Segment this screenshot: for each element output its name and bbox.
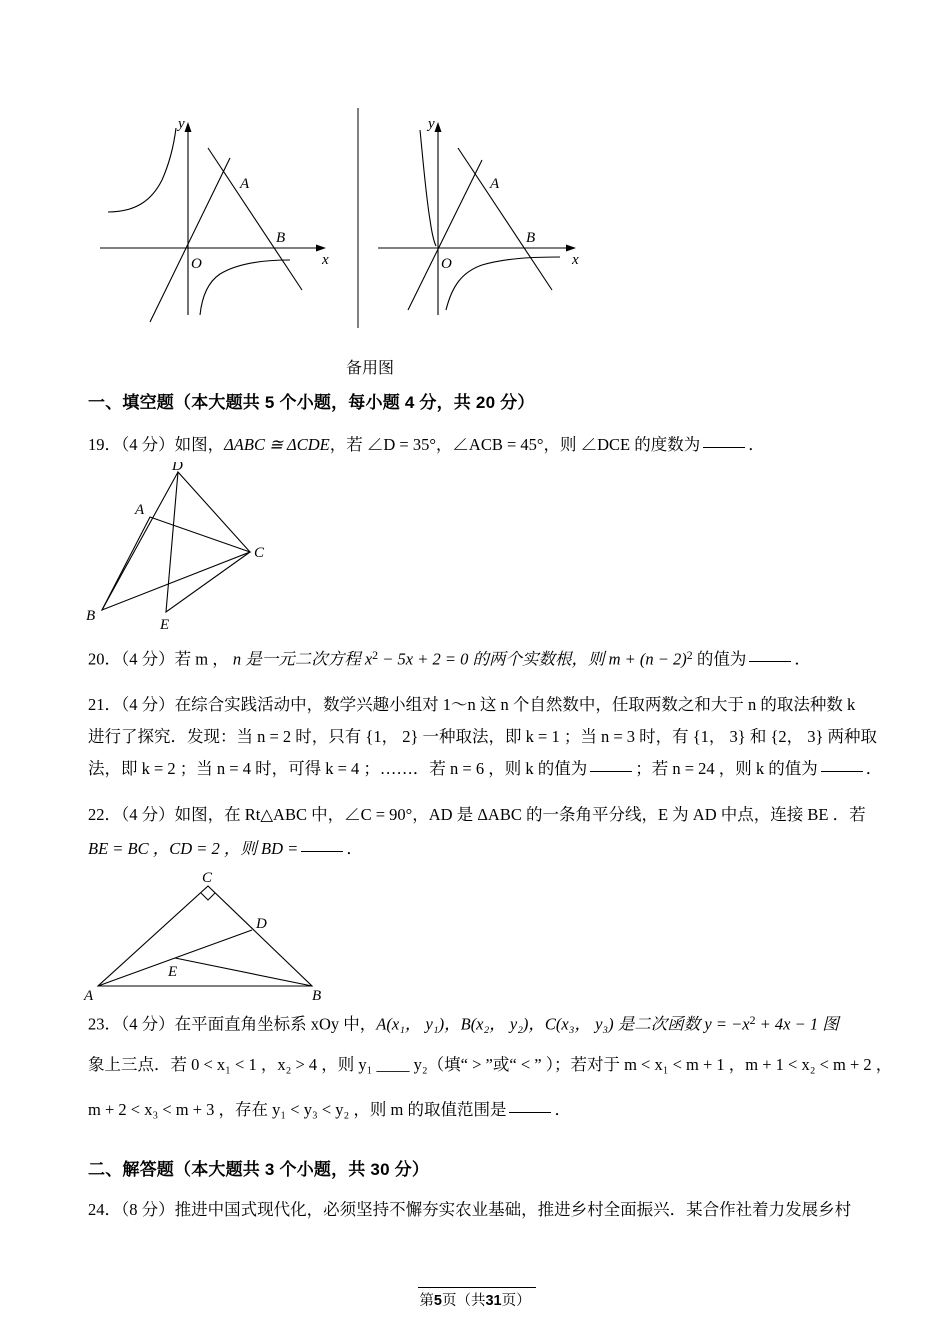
left-axis-label-x: x [322,252,329,268]
q19-part-b: ΔABC ≅ ΔCDE [224,435,330,454]
left-label-O: O [191,256,202,272]
q22-answer-blank [301,850,343,852]
q20-part-e: ． [794,649,811,669]
q22-label-B: B [312,988,322,1004]
q21-line3-b: ；若 n = 24 ，则 k 的值为 [635,759,818,778]
question-23-line-2: 象上三点．若 0 < x₁ < 1 ，x₂ > 4 ，则 y₁ ____ y₂（填“ > ”或“ < ” ）；若对于 m < x₁ < m + 1 ，m + 1 < x₂ < m + 2 ， [88,1055,893,1074]
q22-line2-a: BE = BC ，CD = 2 ，则 BD = [88,839,299,858]
figure-caption-backup: 备用图 [345,360,394,377]
right-label-O: O [441,256,452,272]
q19-label-C: C [254,545,265,561]
q23-line3-b: ． [554,1100,571,1119]
q20-sup-2: 2 [686,648,693,662]
q19-part-d: ． [748,435,765,454]
q19-label-D: D [172,462,183,474]
q19-figure-svg [80,462,300,637]
q22-label-A: A [84,988,94,1004]
q23-line1-c: + 4x − 1 图 [755,1014,839,1034]
q23-answer-blank [509,1111,551,1113]
q19-part-a: 19．（4 分）如图， [88,435,225,454]
q23-line1-b: A(x₁， y₁)，B(x₂， y₂)，C(x₃， y₃) 是二次函数 y = −x [376,1014,750,1034]
q21-answer-blank-2 [821,770,863,772]
q20-part-a: 20．（4 分）若 m ， [88,649,229,669]
q19-label-B: B [86,608,96,624]
footer-page-number: 5 [433,1293,442,1309]
question-22-line-2 [88,834,918,864]
right-label-A: A [490,176,500,192]
question-22-line-1: 22．（4 分）如图，在 Rt△ABC 中，∠C = 90°，AD 是 ΔABC 的一条角平分线，E 为 AD 中点，连接 BE ．若 [88,805,866,824]
q22-figure-svg [80,868,350,1008]
question-21-line-2: 进行了探究．发现：当 n = 2 时，只有 {1， 2} 一种取法，即 k = 1 ；当 n = 3 时，有 {1， 3} 和 {2， 3} 两种取 [88,727,878,746]
question-20-text [88,640,888,674]
q22-label-E: E [168,964,178,980]
right-label-B: B [526,230,536,246]
question-19-text [88,430,888,460]
footer-prefix: 第 [419,1293,434,1309]
question-23-line-1 [88,1005,918,1039]
q22-line2-b: ． [346,839,363,858]
section-heading-fill-in-blank: 一、填空题（本大题共 5 个小题，每小题 4 分，共 20 分） [88,393,535,412]
footer-suffix: 页） [501,1293,531,1309]
q23-line3-a: m + 2 < x₃ < m + 3 ，存在 y₁ < y₃ < y₂ ，则 m 的取值范围是 [88,1100,507,1119]
q20-part-c: − 5x + 2 = 0 的两个实数根，则 m + (n − 2) [378,649,687,669]
page-footer [0,1289,950,1310]
q20-part-b: n 是一元二次方程 x [228,649,373,669]
q19-label-A: A [135,502,145,518]
q19-answer-blank [703,446,745,448]
q22-label-D: D [256,916,267,932]
footer-divider [418,1287,536,1288]
q21-answer-blank-1 [590,770,632,772]
section-heading-answer-questions: 二、解答题（本大题共 3 个小题，共 30 分） [88,1160,430,1179]
q22-label-C: C [202,870,213,886]
q20-answer-blank [749,660,791,662]
left-label-B: B [276,230,286,246]
left-label-A: A [240,176,250,192]
footer-total-pages: 31 [485,1293,502,1309]
q23-line1-a: 23．（4 分）在平面直角坐标系 xOy 中， [88,1014,377,1034]
q19-label-E: E [160,617,170,633]
q20-part-d: 的值为 [692,649,747,669]
top-figure-group [90,100,650,377]
left-axis-label-y: y [178,116,185,132]
question-22-figure [80,868,350,1013]
right-axis-label-x: x [572,252,579,268]
q20-sup-1: 2 [372,648,379,662]
q23-sup: 2 [749,1013,756,1027]
question-24-line-1: 24．（8 分）推进中国式现代化，必须坚持不懈夯实农业基础，推进乡村全面振兴．某合作社着力发展乡村 [88,1200,852,1219]
question-21-line-3 [88,754,898,784]
footer-middle: 页（共 [441,1293,486,1309]
question-19-figure [80,462,300,642]
question-23-line-3 [88,1095,918,1125]
right-axis-label-y: y [428,116,435,132]
q21-line3-a: 法，即 k = 2 ；当 n = 4 时，可得 k = 4 ；……．若 n = 6 ，则 k 的值为 [88,759,588,778]
backup-figure-svg [90,100,650,350]
q21-line3-c: ． [865,759,883,778]
q19-part-c: ，若 ∠D = 35°，∠ACB = 45°，则 ∠DCE 的度数为 [329,435,701,454]
question-21-line-1: 21．（4 分）在综合实践活动中，数学兴趣小组对 1～n 这 n 个自然数中，任取两数之和大于 n 的取法种数 k [88,695,856,714]
